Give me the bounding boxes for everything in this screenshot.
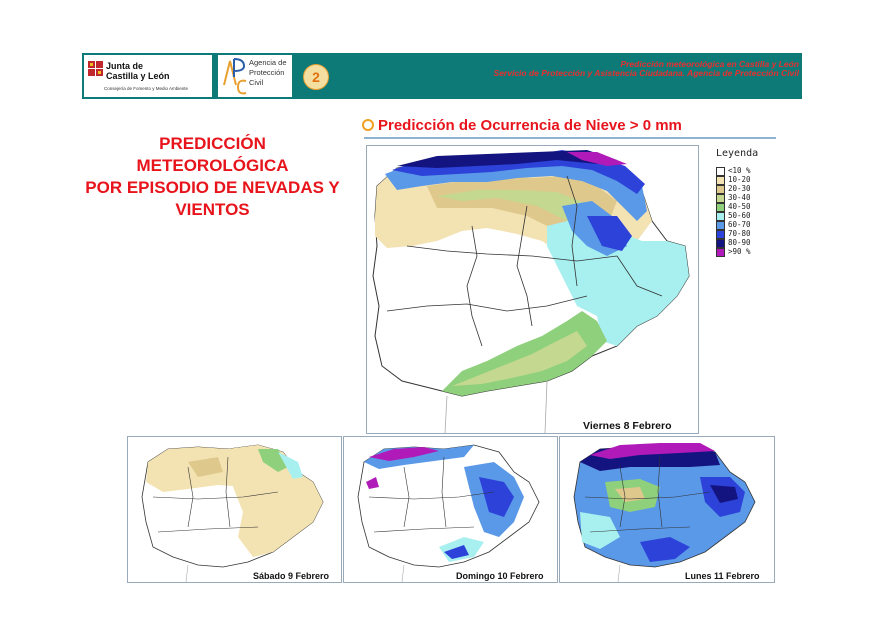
apc-name-line3: Civil	[249, 78, 264, 87]
main-map-image	[367, 146, 698, 433]
main-map-date: Viernes 8 Febrero	[583, 420, 672, 432]
legend-item	[716, 166, 751, 175]
title-line-4: VIENTOS	[175, 200, 250, 219]
map-section-title: Predicción de Ocurrencia de Nieve > 0 mm	[378, 117, 682, 134]
legend-label: 40-50	[728, 202, 751, 211]
legend-swatch	[716, 248, 725, 257]
small-map-domingo	[343, 436, 558, 583]
small-map-image	[128, 437, 341, 582]
legend-item	[716, 238, 751, 247]
legend-label: 50-60	[728, 211, 751, 220]
legend-title: Leyenda	[716, 148, 759, 159]
page-title	[60, 133, 365, 221]
legend-item	[716, 220, 751, 229]
legend-label: 60-70	[728, 220, 751, 229]
legend-item	[716, 175, 751, 184]
legend-item	[716, 211, 751, 220]
legend-label: >90 %	[728, 247, 751, 256]
legend-item	[716, 184, 751, 193]
jcyl-name-line1: Junta de	[106, 61, 144, 71]
main-map	[366, 145, 699, 434]
jcyl-subtitle: Consejería de Fomento y Medio Ambiente	[104, 86, 189, 91]
apc-logo	[218, 55, 292, 97]
legend	[716, 148, 776, 278]
legend-label: 20-30	[728, 184, 751, 193]
title-underline	[364, 137, 776, 139]
small-map-date-lunes: Lunes 11 Febrero	[685, 571, 760, 581]
small-map-sabado	[127, 436, 342, 583]
legend-item	[716, 229, 751, 238]
title-line-1: PREDICCIÓN	[159, 134, 266, 153]
legend-label: 70-80	[728, 229, 751, 238]
small-map-date-domingo: Domingo 10 Febrero	[456, 571, 544, 581]
apc-name-line1: Agencia de	[249, 58, 287, 67]
header-subtitle: Servicio de Protección y Asistencia Ciudadana. Agencia de Protección Civil	[493, 68, 799, 78]
apc-mark-icon	[220, 55, 250, 97]
small-map-date-sabado: Sábado 9 Febrero	[253, 571, 330, 581]
header-title: Predicción meteorológica en Castilla y León	[620, 59, 799, 69]
legend-label: 30-40	[728, 193, 751, 202]
title-line-2: METEOROLÓGICA	[136, 156, 289, 175]
jcyl-name-line2: Castilla y León	[106, 71, 170, 81]
bullet-icon	[362, 119, 374, 131]
legend-item	[716, 193, 751, 202]
small-map-image	[344, 437, 557, 582]
legend-item	[716, 202, 751, 211]
apc-name-line2: Protección	[249, 68, 285, 77]
small-map-image	[560, 437, 774, 582]
legend-label: <10 %	[728, 166, 751, 175]
legend-label: 10-20	[728, 175, 751, 184]
jcyl-logo	[84, 55, 212, 97]
title-line-3: POR EPISODIO DE NEVADAS Y	[85, 178, 340, 197]
legend-item	[716, 247, 751, 256]
small-map-lunes	[559, 436, 775, 583]
legend-label: 80-90	[728, 238, 751, 247]
page-number-badge: 2	[303, 64, 329, 90]
